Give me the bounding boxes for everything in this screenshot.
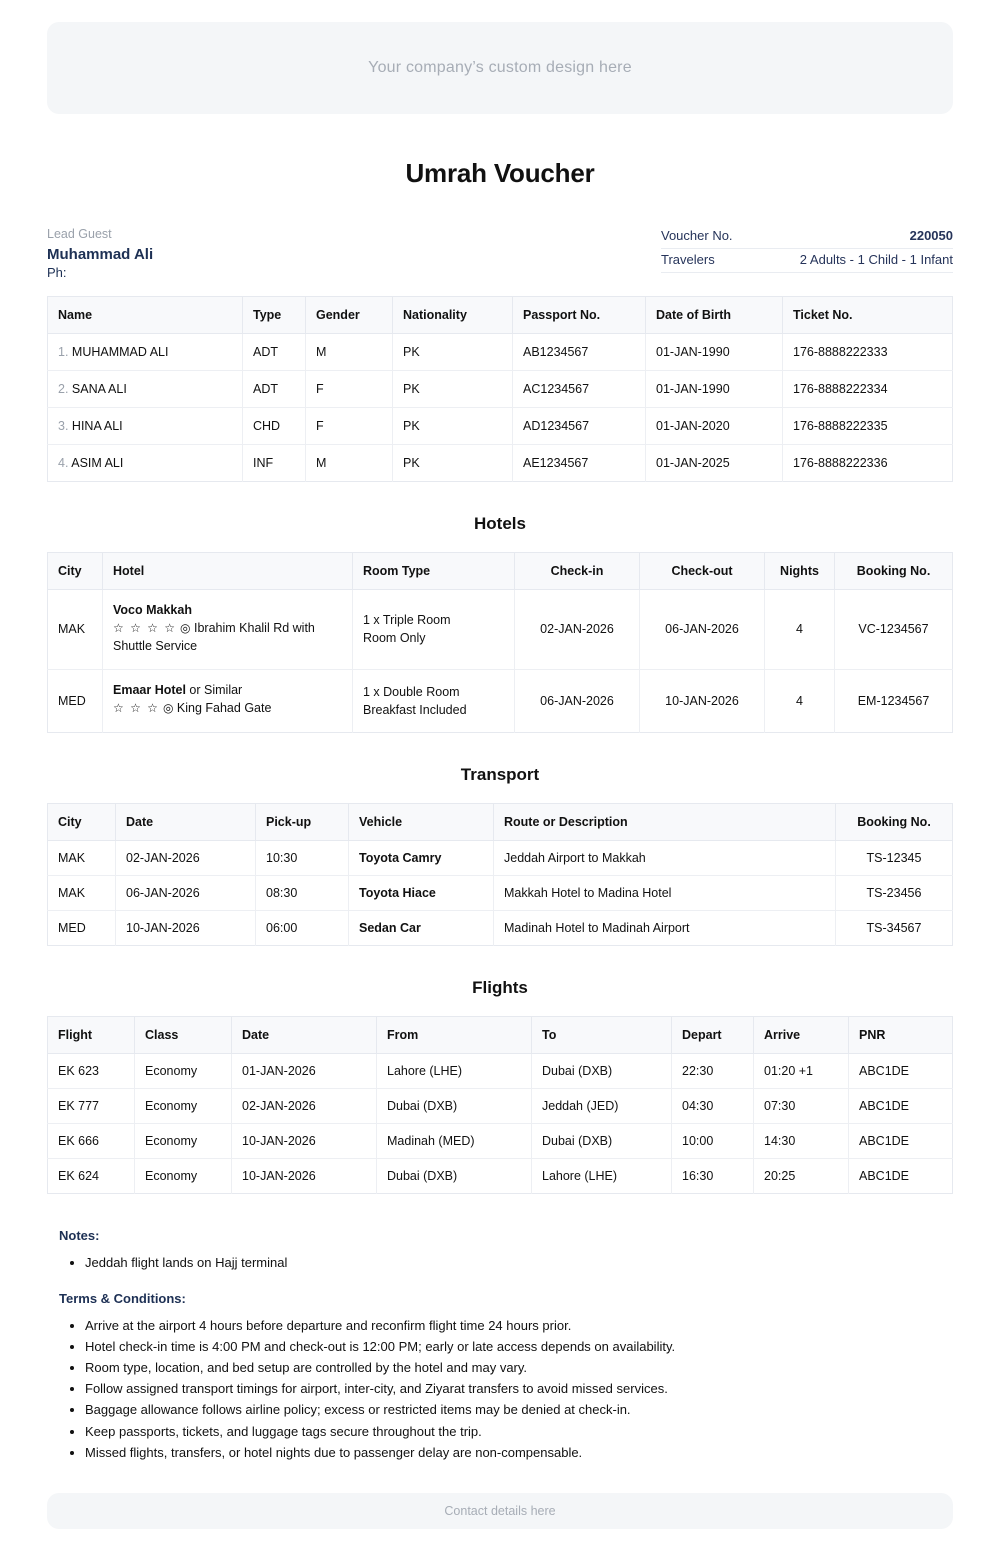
voucher-number-label: Voucher No. [661, 228, 733, 243]
cell-arrive: 07:30 [754, 1088, 849, 1123]
cell-nights: 4 [765, 669, 835, 732]
col-passport: Passport No. [513, 297, 646, 334]
cell-pnr: ABC1DE [849, 1053, 953, 1088]
list-item: • Follow assigned transport timings for airport, inter-city, and Ziyarat transfers to avoid missed services. [85, 1379, 953, 1399]
footer-banner-text: Contact details here [444, 1503, 556, 1518]
cell-passport: AE1234567 [513, 445, 646, 482]
notes-and-terms [47, 1228, 953, 1463]
table-row [48, 669, 953, 732]
travelers-table-body [48, 334, 953, 482]
col-checkout: Check-out [640, 553, 765, 590]
cell-flight: EK 624 [48, 1158, 135, 1193]
table-row [48, 840, 953, 875]
hotel-name: Voco Makkah [113, 603, 192, 617]
cell-name [48, 408, 243, 445]
traveler-name: HINA ALI [71, 419, 123, 433]
table-row [48, 1088, 953, 1123]
cell-booking-no: TS-12345 [836, 840, 953, 875]
cell-class: Economy [135, 1158, 232, 1193]
room-type-line-1: 1 x Double Room [363, 684, 460, 699]
section-title-transport: Transport [460, 764, 540, 784]
flights-table-head [48, 1016, 953, 1053]
hotels-table-body [48, 590, 953, 733]
lead-guest-phone: Ph: [47, 265, 67, 280]
location-pin-icon: ◎ [162, 701, 174, 716]
cell-pickup: 06:00 [256, 910, 349, 945]
cell-to: Jeddah (JED) [532, 1088, 672, 1123]
page-title: Umrah Voucher [405, 158, 595, 188]
col-date: Date [232, 1016, 377, 1053]
col-room-type: Room Type [353, 553, 515, 590]
col-booking-no: Booking No. [835, 553, 953, 590]
cell-date: 06-JAN-2026 [116, 875, 256, 910]
notes-heading: Notes: [59, 1227, 100, 1243]
col-gender: Gender [306, 297, 393, 334]
col-booking-no: Booking No. [836, 803, 953, 840]
cell-nationality: PK [393, 334, 513, 371]
transport-table-head [48, 803, 953, 840]
footer-contact-banner [47, 1493, 953, 1529]
table-row [48, 1053, 953, 1088]
travelers-count-value: 2 Adults - 1 Child - 1 Infant [799, 252, 953, 267]
list-item: • Room type, location, and bed setup are controlled by the hotel and may vary. [85, 1358, 953, 1378]
travelers-table [47, 296, 953, 482]
cell-ticket: 176-8888222333 [783, 334, 953, 371]
cell-dob: 01-JAN-2025 [646, 445, 783, 482]
col-nationality: Nationality [393, 297, 513, 334]
cell-arrive: 01:20 +1 [754, 1053, 849, 1088]
cell-pnr: ABC1DE [859, 1168, 910, 1183]
cell-name [48, 334, 243, 371]
cell-dob: 01-JAN-2020 [646, 408, 783, 445]
header-banner-text: Your company’s custom design here [368, 59, 632, 76]
travelers-table-head [48, 297, 953, 334]
notes-list [59, 1253, 953, 1273]
cell-nationality: PK [393, 408, 513, 445]
list-item: • Keep passports, tickets, and luggage tags secure throughout the trip. [85, 1422, 953, 1442]
traveler-name: MUHAMMAD ALI [71, 345, 169, 359]
table-row [48, 875, 953, 910]
row-number: 1. [58, 345, 69, 359]
guest-summary [47, 225, 953, 280]
cell-date: 02-JAN-2026 [116, 840, 256, 875]
hotel-meta [113, 619, 342, 656]
cell-city: MED [48, 910, 116, 945]
list-item: • Hotel check-in time is 4:00 PM and check-out is 12:00 PM; early or late access depends on availability. [85, 1337, 953, 1357]
col-city: City [48, 803, 116, 840]
cell-route: Jeddah Airport to Makkah [494, 840, 836, 875]
transport-table-body [48, 840, 953, 945]
list-item: • Arrive at the airport 4 hours before departure and reconfirm flight time 24 hours prior. [85, 1316, 953, 1336]
cell-pickup: 08:30 [256, 875, 349, 910]
cell-flight: EK 666 [48, 1123, 135, 1158]
table-row [48, 408, 953, 445]
hotel-address: Ibrahim Khalil Rd with Shuttle Service [113, 621, 315, 654]
cell-nationality: PK [393, 445, 513, 482]
col-route: Route or Description [494, 803, 836, 840]
lead-guest-block [47, 225, 153, 280]
cell-from: Dubai (DXB) [377, 1088, 532, 1123]
col-pickup: Pick-up [256, 803, 349, 840]
col-depart: Depart [672, 1016, 754, 1053]
col-city: City [48, 553, 103, 590]
cell-nights: 4 [765, 590, 835, 670]
cell-gender: M [306, 445, 393, 482]
col-pnr: PNR [849, 1016, 953, 1053]
cell-ticket: 176-8888222336 [793, 456, 888, 470]
cell-gender: F [306, 371, 393, 408]
cell-pickup: 10:30 [256, 840, 349, 875]
cell-gender: M [306, 334, 393, 371]
col-nights: Nights [765, 553, 835, 590]
cell-name [48, 371, 243, 408]
cell-arrive: 14:30 [754, 1123, 849, 1158]
cell-to: Dubai (DXB) [532, 1053, 672, 1088]
cell-dob: 01-JAN-1990 [646, 371, 783, 408]
table-row [48, 590, 953, 670]
col-vehicle: Vehicle [349, 803, 494, 840]
row-number: 4. [58, 456, 69, 470]
room-type-line-2: Room Only [363, 631, 426, 646]
cell-checkin: 02-JAN-2026 [515, 590, 640, 670]
cell-vehicle: Toyota Hiace [349, 875, 494, 910]
table-row [48, 371, 953, 408]
col-date: Date [116, 803, 256, 840]
cell-passport: AB1234567 [513, 334, 646, 371]
lead-guest-name: Muhammad Ali [47, 246, 154, 263]
travelers-count-row [661, 249, 953, 273]
col-from: From [377, 1016, 532, 1053]
table-row [48, 334, 953, 371]
terms-list [59, 1316, 953, 1463]
col-type: Type [243, 297, 306, 334]
cell-from: Madinah (MED) [377, 1123, 532, 1158]
cell-vehicle: Sedan Car [349, 910, 494, 945]
col-hotel: Hotel [103, 553, 353, 590]
cell-ticket: 176-8888222335 [783, 408, 953, 445]
cell-type: INF [243, 445, 306, 482]
cell-flight: EK 623 [48, 1053, 135, 1088]
cell-booking-no: VC-1234567 [835, 590, 953, 670]
cell-type: ADT [243, 371, 306, 408]
transport-table [47, 803, 953, 946]
cell-booking-no: EM-1234567 [857, 693, 930, 708]
cell-city: MED [48, 669, 103, 732]
voucher-meta-block [661, 225, 953, 273]
hotel-address: King Fahad Gate [176, 701, 272, 716]
cell-date: 10-JAN-2026 [232, 1123, 377, 1158]
cell-dob: 01-JAN-1990 [646, 334, 783, 371]
cell-gender: F [306, 408, 393, 445]
hotels-table [47, 552, 953, 733]
flights-table-body [48, 1053, 953, 1193]
cell-hotel [103, 669, 353, 732]
col-dob: Date of Birth [646, 297, 783, 334]
hotels-table-head [48, 553, 953, 590]
table-row [48, 1158, 953, 1193]
cell-from: Lahore (LHE) [377, 1053, 532, 1088]
terms-heading: Terms & Conditions: [59, 1290, 186, 1306]
location-pin-icon: ◎ [180, 621, 191, 635]
cell-from: Dubai (DXB) [377, 1158, 532, 1193]
cell-class: Economy [135, 1088, 232, 1123]
cell-passport: AC1234567 [513, 371, 646, 408]
cell-hotel [103, 590, 353, 670]
travelers-count-label: Travelers [661, 252, 715, 267]
cell-room-type [353, 590, 515, 670]
star-rating-icons: ☆ ☆ ☆ ☆ [113, 621, 177, 635]
cell-checkout: 06-JAN-2026 [640, 590, 765, 670]
cell-type: ADT [243, 334, 306, 371]
cell-vehicle: Toyota Camry [349, 840, 494, 875]
cell-pnr: ABC1DE [849, 1088, 953, 1123]
table-row [48, 445, 953, 482]
cell-passport: AD1234567 [513, 408, 646, 445]
traveler-name: SANA ALI [71, 382, 127, 396]
room-type-line-1: 1 x Triple Room [363, 613, 451, 628]
cell-depart: 22:30 [672, 1053, 754, 1088]
cell-class: Economy [135, 1053, 232, 1088]
section-title-flights: Flights [472, 977, 528, 997]
table-header-row [48, 1016, 953, 1053]
list-item: • Baggage allowance follows airline policy; excess or restricted items may be denied at check-in. [85, 1400, 953, 1420]
voucher-number-value: 220050 [909, 228, 953, 243]
cell-name [48, 445, 243, 482]
cell-booking-no: TS-34567 [866, 920, 922, 935]
cell-depart: 10:00 [672, 1123, 754, 1158]
cell-room-type [353, 669, 515, 732]
list-item: • Missed flights, transfers, or hotel nights due to passenger delay are non-compensable. [85, 1443, 953, 1463]
col-arrive: Arrive [754, 1016, 849, 1053]
header-branding-banner [47, 22, 953, 114]
col-to: To [532, 1016, 672, 1053]
cell-booking-no: TS-23456 [836, 875, 953, 910]
cell-to: Dubai (DXB) [532, 1123, 672, 1158]
flights-table [47, 1016, 953, 1194]
hotel-meta [113, 699, 342, 717]
room-type-line-2: Breakfast Included [363, 702, 467, 717]
cell-class: Economy [135, 1123, 232, 1158]
col-name: Name [48, 297, 243, 334]
cell-checkin: 06-JAN-2026 [515, 669, 640, 732]
list-item: • Jeddah flight lands on Hajj terminal [85, 1253, 953, 1273]
star-rating-icons: ☆ ☆ ☆ [113, 701, 160, 716]
cell-to: Lahore (LHE) [532, 1158, 672, 1193]
cell-arrive: 20:25 [754, 1158, 849, 1193]
cell-date: 02-JAN-2026 [232, 1088, 377, 1123]
hotel-name: Emaar Hotel [113, 683, 186, 698]
row-number: 3. [58, 419, 69, 433]
cell-ticket: 176-8888222334 [783, 371, 953, 408]
col-class: Class [135, 1016, 232, 1053]
cell-date: 10-JAN-2026 [232, 1158, 377, 1193]
lead-guest-label: Lead Guest [47, 227, 112, 241]
row-number: 2. [58, 382, 69, 396]
cell-route: Madinah Hotel to Madinah Airport [494, 910, 836, 945]
traveler-name: ASIM ALI [71, 456, 124, 470]
cell-city: MAK [48, 840, 116, 875]
table-header-row [48, 553, 953, 590]
cell-pnr: ABC1DE [849, 1123, 953, 1158]
cell-city: MAK [48, 875, 116, 910]
cell-type: CHD [243, 408, 306, 445]
table-header-row [48, 803, 953, 840]
cell-route: Makkah Hotel to Madina Hotel [494, 875, 836, 910]
cell-date: 10-JAN-2026 [116, 910, 256, 945]
cell-date: 01-JAN-2026 [232, 1053, 377, 1088]
cell-depart: 04:30 [672, 1088, 754, 1123]
table-header-row [48, 297, 953, 334]
table-row [48, 910, 953, 945]
cell-city: MAK [48, 590, 103, 670]
cell-depart: 16:30 [672, 1158, 754, 1193]
col-checkin: Check-in [515, 553, 640, 590]
cell-checkout: 10-JAN-2026 [640, 669, 765, 732]
table-row [48, 1123, 953, 1158]
voucher-number-row [661, 225, 953, 249]
cell-flight: EK 777 [48, 1088, 135, 1123]
col-ticket: Ticket No. [783, 297, 953, 334]
cell-nationality: PK [393, 371, 513, 408]
section-title-hotels: Hotels [474, 514, 526, 533]
col-flight: Flight [48, 1016, 135, 1053]
hotel-name-suffix: or Similar [185, 683, 243, 698]
